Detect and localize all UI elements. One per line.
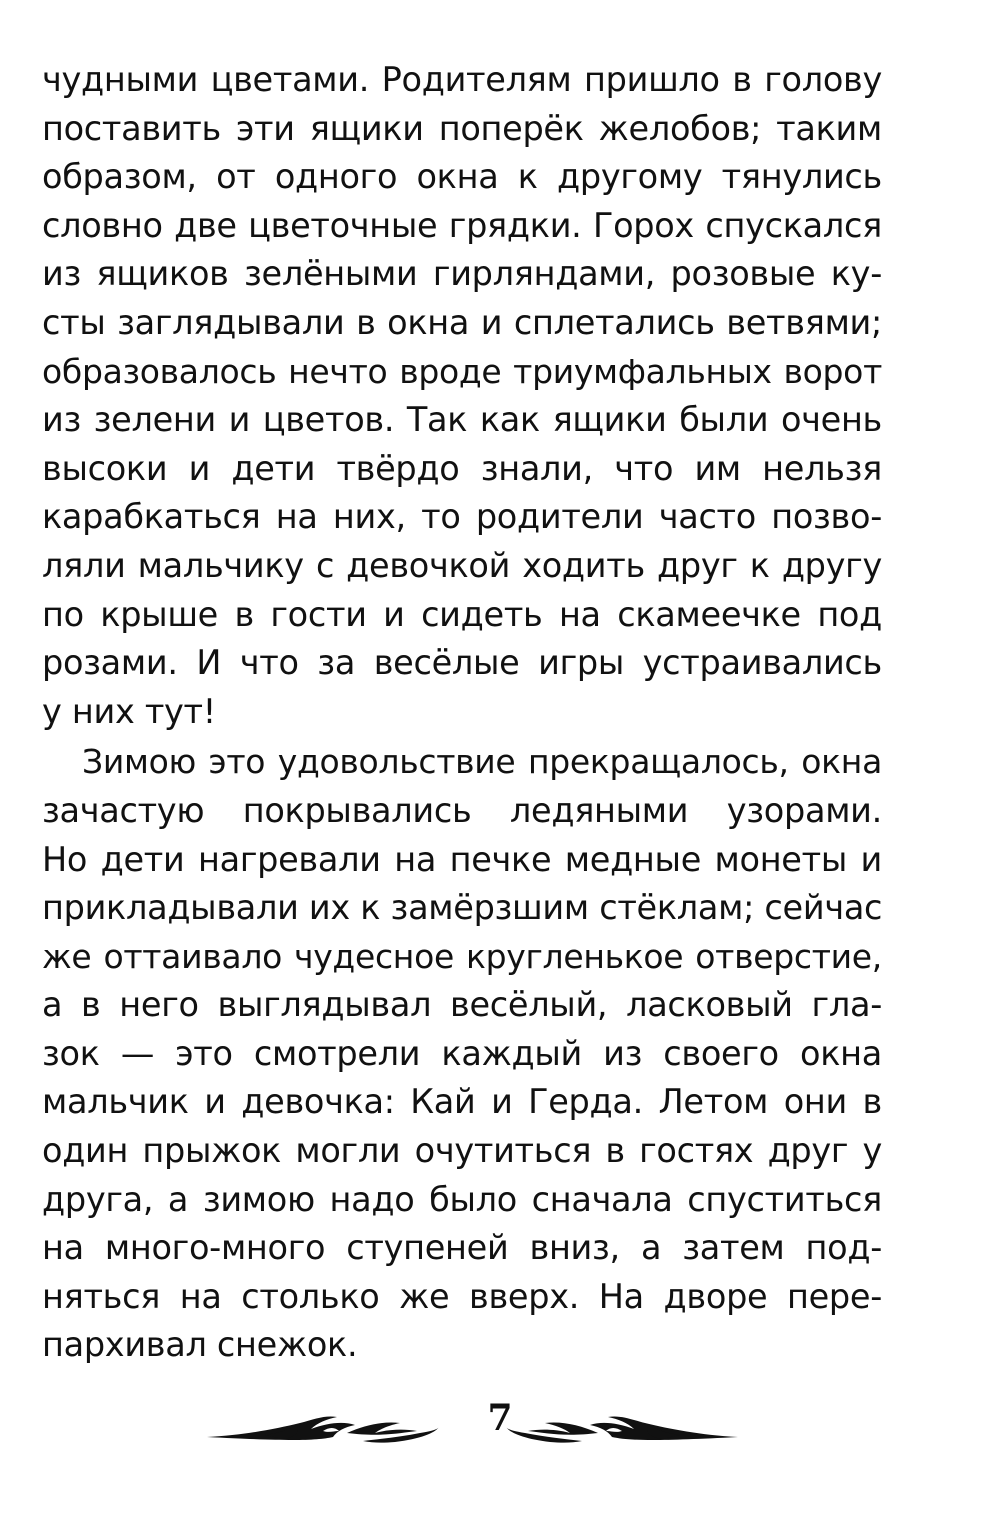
page-footer [0, 1395, 1000, 1455]
text-line: розами. И что за весёлые игры устраивались [42, 643, 882, 683]
text-line: же оттаивало чудесное кругленькое отверстие, [42, 936, 882, 976]
text-line: сты заглядывали в окна и сплетались ветвями; [42, 302, 882, 342]
text-line: мальчик и девочка: Кай и Герда. Летом они в [42, 1082, 882, 1122]
text-line: карабкаться на них, то родители часто позво- [42, 497, 882, 537]
paragraph-1 [42, 56, 882, 736]
body-text [42, 56, 882, 1370]
text-line: на много-много ступеней вниз, а затем под- [42, 1228, 882, 1268]
text-line: из зелени и цветов. Так как ящики были очень [42, 400, 882, 440]
text-line: высоки и дети твёрдо знали, что им нельзя [42, 448, 882, 488]
text-line: а в него выглядывал весёлый, ласковый гла- [42, 985, 882, 1025]
text-line: поставить эти ящики поперёк желобов; таким [42, 108, 882, 148]
text-line: няться на столько же вверх. На дворе пере- [42, 1276, 882, 1316]
page-number: 7 [487, 1397, 513, 1439]
text-line: Зимою это удовольствие прекращалось, окна [82, 742, 882, 782]
text-line: один прыжок могли очутиться в гостях друг у [42, 1131, 882, 1171]
text-line: у них тут! [42, 691, 216, 731]
paragraph-2 [42, 738, 882, 1370]
text-line: из ящиков зелёными гирляндами, розовые ку- [42, 254, 882, 294]
right-flourish-icon [505, 1411, 740, 1445]
text-line: словно две цветочные грядки. Горох спускался [42, 205, 882, 245]
text-line: образовалось нечто вроде триумфальных ворот [42, 351, 882, 391]
text-line: чудными цветами. Родителям пришло в голову [42, 60, 882, 99]
text-line: прикладывали их к замёрзшим стёклам; сейчас [42, 888, 883, 928]
text-line: зок — это смотрели каждый из своего окна [42, 1033, 882, 1073]
text-line: Но дети нагревали на печке медные монеты и [42, 839, 882, 879]
text-line: друга, а зимою надо было сначала спуститься [42, 1179, 882, 1219]
text-line: ляли мальчику с девочкой ходить друг к другу [42, 545, 882, 585]
text-line: пархивал снежок. [42, 1325, 358, 1365]
text-line: зачастую покрывались ледяными узорами. [42, 790, 882, 830]
text-line: образом, от одного окна к другому тянулись [42, 157, 882, 197]
text-line: по крыше в гости и сидеть на скамеечке под [42, 594, 882, 634]
